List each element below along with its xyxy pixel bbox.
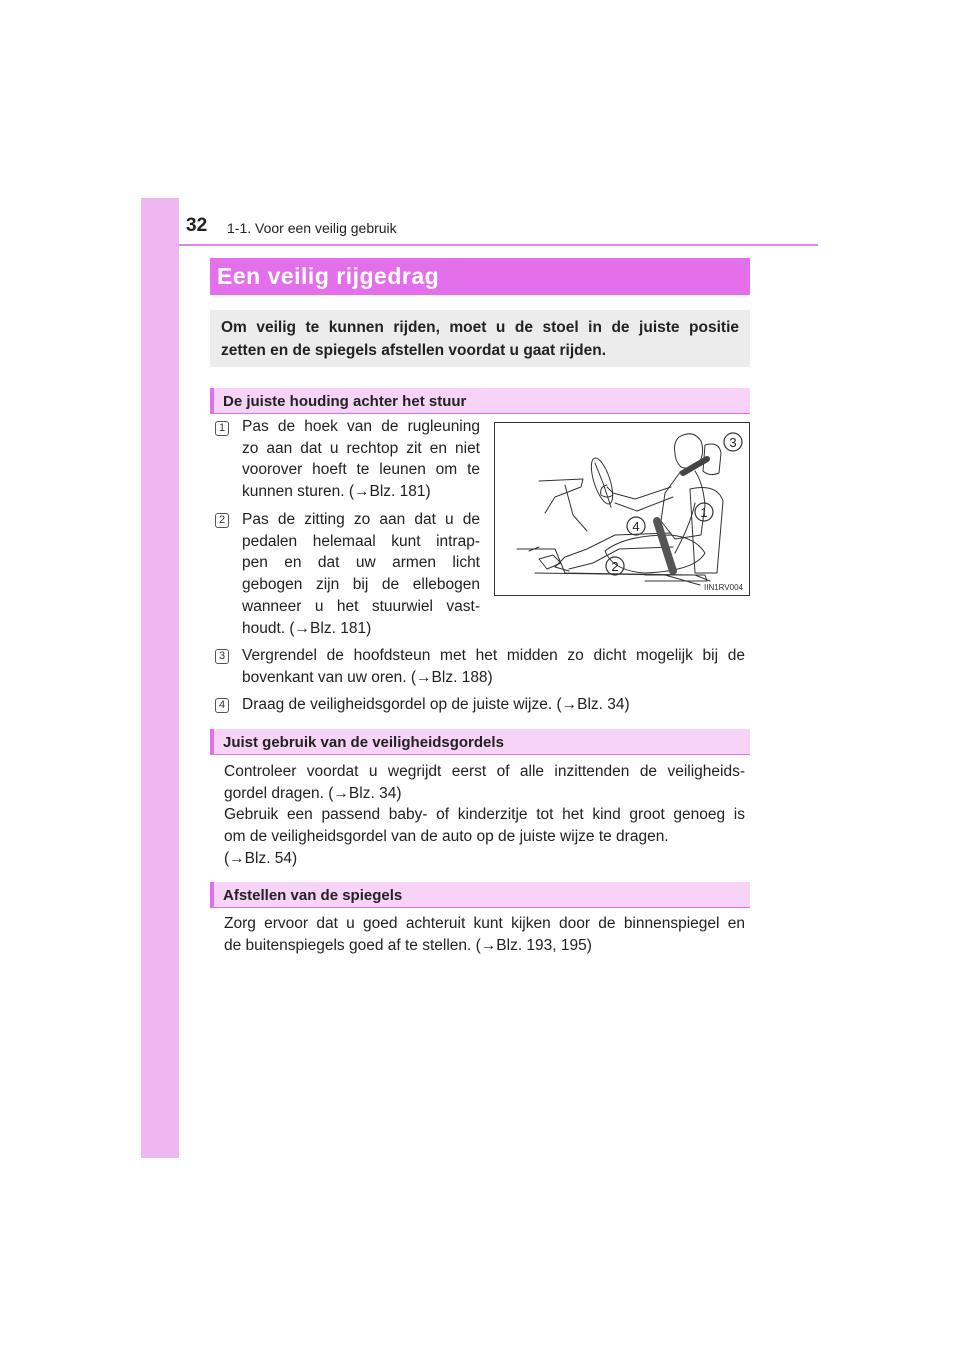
text-line: pen en dat uw armen licht — [242, 554, 480, 572]
item-text-4 — [242, 694, 745, 716]
text-line: Vergrendel de hoofdsteun met het midden zo dicht mogelijk bij de — [242, 647, 745, 664]
subheading-mirrors: Afstellen van de spiegels — [210, 882, 750, 908]
text-line: gordel dragen. (→Blz. 34) — [224, 784, 402, 802]
text-line: wanneer u het stuurwiel vast- — [242, 597, 480, 615]
item-text-1 — [242, 416, 480, 503]
text-line: Zorg ervoor dat u goed achteruit kunt kijken door de binnenspiegel en — [224, 915, 745, 932]
chapter-title: 1-1. Voor een veilig gebruik — [227, 220, 397, 236]
subheading-posture: De juiste houding achter het stuur — [210, 388, 750, 414]
subheading-seatbelts: Juist gebruik van de veiligheidsgordels — [210, 729, 750, 755]
item-number-1: 1 — [215, 421, 229, 436]
text-line: houdt. (→Blz. 181) — [242, 619, 372, 637]
mirrors-text — [224, 913, 745, 956]
item-number-2: 2 — [215, 513, 229, 528]
figure-code: IIN1RV004 — [704, 583, 743, 592]
text-line: Pas de zitting zo aan dat u de — [242, 511, 480, 528]
callout-2: 2 — [611, 559, 619, 574]
driver-seat-drawing — [495, 423, 749, 595]
item-number-4: 4 — [215, 698, 229, 713]
driving-posture-illustration — [494, 422, 750, 596]
intro-line: Om veilig te kunnen rijden, moet u de stoel in de juiste positie — [221, 319, 739, 336]
text-line: om de veiligheidsgordel van de auto op de juiste wijze te dragen. — [224, 828, 669, 846]
chapter-sidebar-tab — [141, 198, 179, 1158]
text-line: gebogen zijn bij de ellebogen — [242, 576, 480, 594]
item-text-2 — [242, 509, 480, 639]
text-line: kunnen sturen. (→Blz. 181) — [242, 483, 431, 501]
text-line: (→Blz. 54) — [224, 849, 298, 867]
text-line: pedalen helemaal kunt intrap- — [242, 532, 480, 550]
item-text-3 — [242, 645, 745, 688]
seatbelt-text — [224, 761, 745, 870]
callout-3: 3 — [729, 435, 737, 450]
text-line: Gebruik een passend baby- of kinderzitje tot het kind groot genoeg is — [224, 806, 745, 824]
text-line: zo aan dat u rechtop zit en niet — [242, 439, 480, 457]
intro-line: zetten en de spiegels afstellen voordat u gaat rijden. — [221, 342, 607, 359]
text-line: de buitenspiegels goed af te stellen. (→Blz. 193, 195) — [224, 936, 592, 954]
text-line: Controleer voordat u wegrijdt eerst of alle inzittenden de veiligheids- — [224, 763, 745, 780]
item-number-3: 3 — [215, 649, 229, 664]
section-title: Een veilig rijgedrag — [210, 258, 750, 295]
callout-1: 1 — [700, 505, 708, 520]
text-line: Pas de hoek van de rugleuning — [242, 418, 480, 435]
intro-box — [210, 310, 750, 367]
callout-4: 4 — [632, 519, 640, 534]
text-line: Draag de veiligheidsgordel op de juiste wijze. (→Blz. 34) — [242, 696, 630, 713]
text-line: bovenkant van uw oren. (→Blz. 188) — [242, 668, 493, 686]
page-number: 32 — [186, 215, 208, 236]
header-divider — [179, 244, 818, 246]
text-line: voorover hoeft te leunen om te — [242, 461, 480, 479]
